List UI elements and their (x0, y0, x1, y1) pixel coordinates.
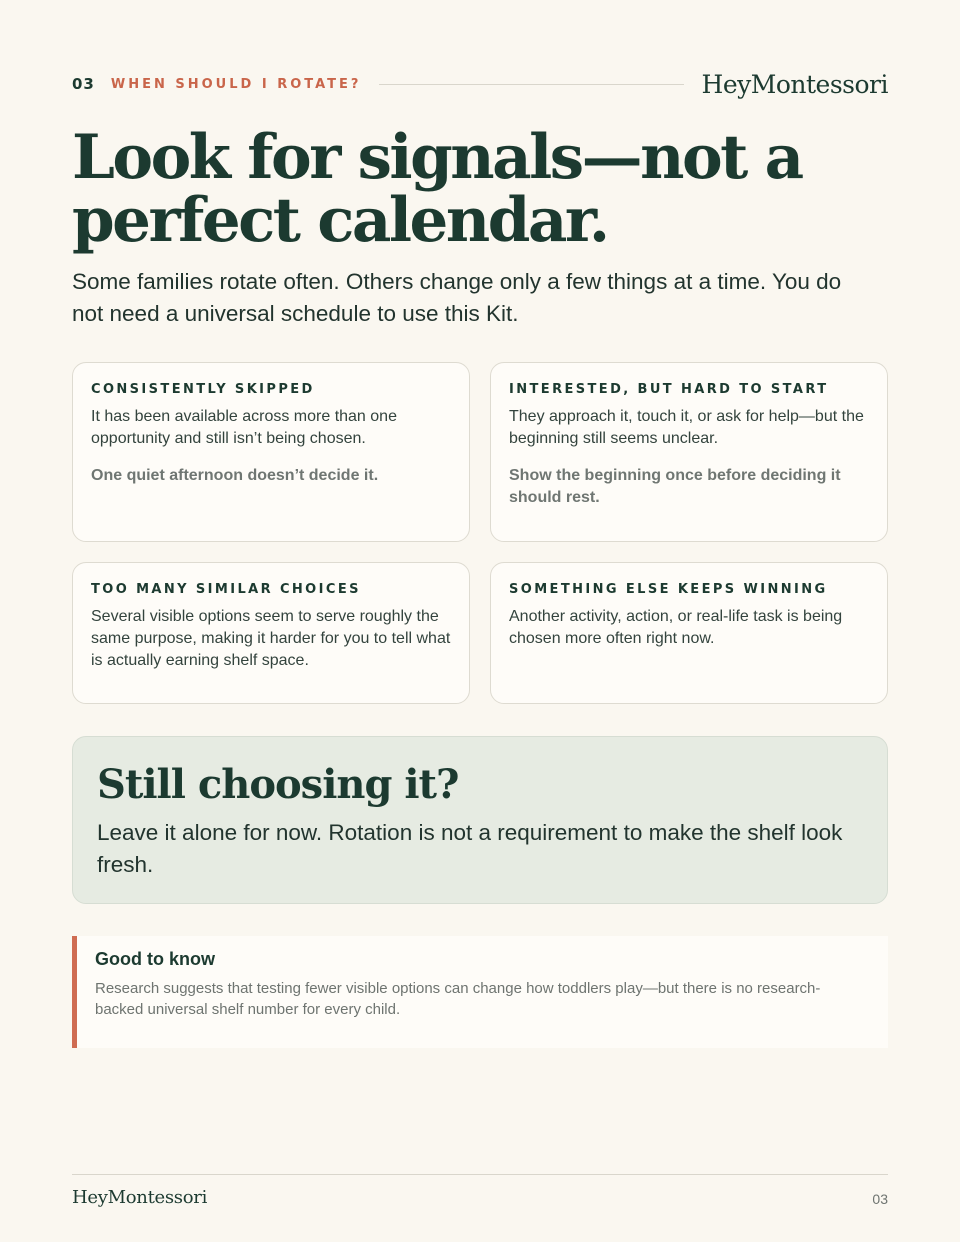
header-divider (379, 84, 683, 85)
brand-logo: HeyMontessori (701, 69, 888, 99)
card-label: SOMETHING ELSE KEEPS WINNING (509, 582, 828, 597)
card-label: INTERESTED, BUT HARD TO START (509, 382, 829, 397)
footer-divider (72, 1174, 888, 1175)
page-header (72, 66, 888, 102)
signal-card-hard-to-start (490, 362, 888, 542)
note-title: Good to know (95, 949, 215, 969)
note-body: Research suggests that testing fewer visible options can change how toddlers play—but there is no research-backed universal shelf number for every child. (95, 980, 821, 1018)
page-number: 03 (872, 1191, 888, 1207)
card-body: It has been available across more than one opportunity and still isn’t being chosen. (91, 408, 397, 447)
card-body: Several visible options seem to serve roughly the same purpose, making it harder for you to tell what is actually earning shelf space. (91, 608, 451, 669)
signal-card-something-else (490, 562, 888, 704)
still-choosing-callout (72, 736, 888, 904)
callout-title: Still choosing it? (97, 761, 459, 808)
signal-card-skipped (72, 362, 470, 542)
section-title: WHEN SHOULD I ROTATE? (110, 76, 362, 92)
intro-text: Some families rotate often. Others change only a few things at a time. You do not need a universal schedule to use this Kit. (72, 269, 842, 326)
callout-body: Leave it alone for now. Rotation is not a requirement to make the shelf look fresh. (97, 820, 843, 877)
section-number: 03 (72, 75, 95, 93)
card-body: They approach it, touch it, or ask for help—but the beginning still seems unclear. (509, 408, 864, 447)
good-to-know-note (72, 936, 888, 1048)
card-body: Another activity, action, or real-life task is being chosen more often right now. (509, 608, 843, 647)
footer-brand: HeyMontessori (72, 1187, 208, 1208)
signal-card-similar-choices (72, 562, 470, 704)
card-note: Show the beginning once before deciding it should rest. (509, 467, 841, 506)
card-label: TOO MANY SIMILAR CHOICES (91, 582, 361, 597)
page-title: Look for signals—not a perfect calendar. (72, 122, 802, 256)
card-note: One quiet afternoon doesn’t decide it. (91, 467, 379, 484)
page (72, 0, 888, 1242)
card-label: CONSISTENTLY SKIPPED (91, 382, 315, 397)
